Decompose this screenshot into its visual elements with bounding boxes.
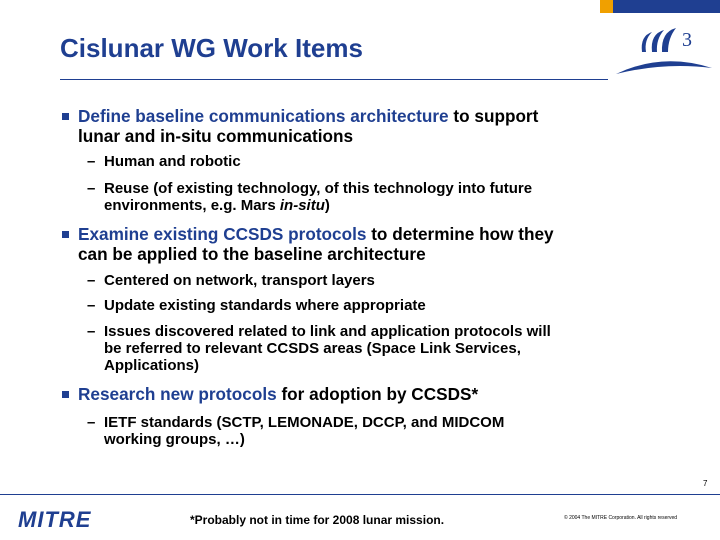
copyright-notice: © 2004 The MITRE Corporation. All rights reserved (564, 515, 678, 521)
sub-item-line2-post: ) (324, 197, 330, 214)
bullet-1 (78, 106, 678, 146)
sub-item (104, 180, 664, 214)
sub-item: Update existing standards where appropriate (104, 297, 426, 314)
sub-item-italic: in-situ (279, 197, 325, 214)
bullet-3-accent: Research new protocols (78, 384, 277, 404)
dash-marker: – (87, 180, 96, 197)
dash-marker: – (87, 297, 96, 314)
sub-item-line1: Issues discovered related to link and application protocols will (104, 323, 551, 340)
sub-item-line2: be referred to relevant CCSDS areas (Space Link Services, (104, 340, 521, 357)
sub-item-line3: Applications) (104, 357, 200, 374)
sub-item: Human and robotic (104, 153, 241, 170)
sub-item-line1: IETF standards (SCTP, LEMONADE, DCCP, and MIDCOM (104, 414, 505, 431)
page-title: Cislunar WG Work Items (60, 33, 363, 63)
footer-divider (0, 494, 720, 495)
bullet-2-accent: Examine existing CCSDS protocols (78, 224, 367, 244)
sub-item-line1: Reuse (of existing technology, of this technology into future (104, 180, 533, 197)
dash-marker: – (87, 272, 96, 289)
bullet-2-line2: can be applied to the baseline architecture (78, 244, 426, 264)
bullet-3-rest: for adoption by CCSDS* (276, 384, 479, 404)
mitre-logo: MITRE (18, 507, 92, 532)
dash-marker: – (87, 323, 96, 340)
bullet-1-line2: lunar and in-situ communications (78, 126, 354, 146)
sub-item-line2-pre: environments, e.g. Mars (104, 197, 280, 214)
svg-text:3: 3 (682, 29, 692, 51)
c3-logo-icon (612, 22, 716, 78)
bullet-3 (78, 384, 678, 404)
corner-blue-bar (613, 0, 720, 13)
title-divider (60, 79, 608, 80)
dash-marker: – (87, 153, 96, 170)
corner-orange-square (600, 0, 613, 13)
sub-item-line2: working groups, …) (104, 431, 245, 448)
bullet-2-rest: to determine how they (366, 224, 554, 244)
sub-item: Centered on network, transport layers (104, 272, 375, 289)
bullet-marker (62, 231, 69, 238)
sub-item (104, 323, 664, 374)
bullet-2 (78, 224, 678, 264)
sub-item (104, 414, 664, 448)
footnote: *Probably not in time for 2008 lunar mission. (190, 513, 445, 527)
bullet-1-rest: to support (448, 106, 539, 126)
bullet-marker (62, 113, 69, 120)
bullet-1-accent: Define baseline communications architecture (78, 106, 449, 126)
dash-marker: – (87, 414, 96, 431)
page-number: 7 (703, 479, 708, 488)
bullet-marker (62, 391, 69, 398)
